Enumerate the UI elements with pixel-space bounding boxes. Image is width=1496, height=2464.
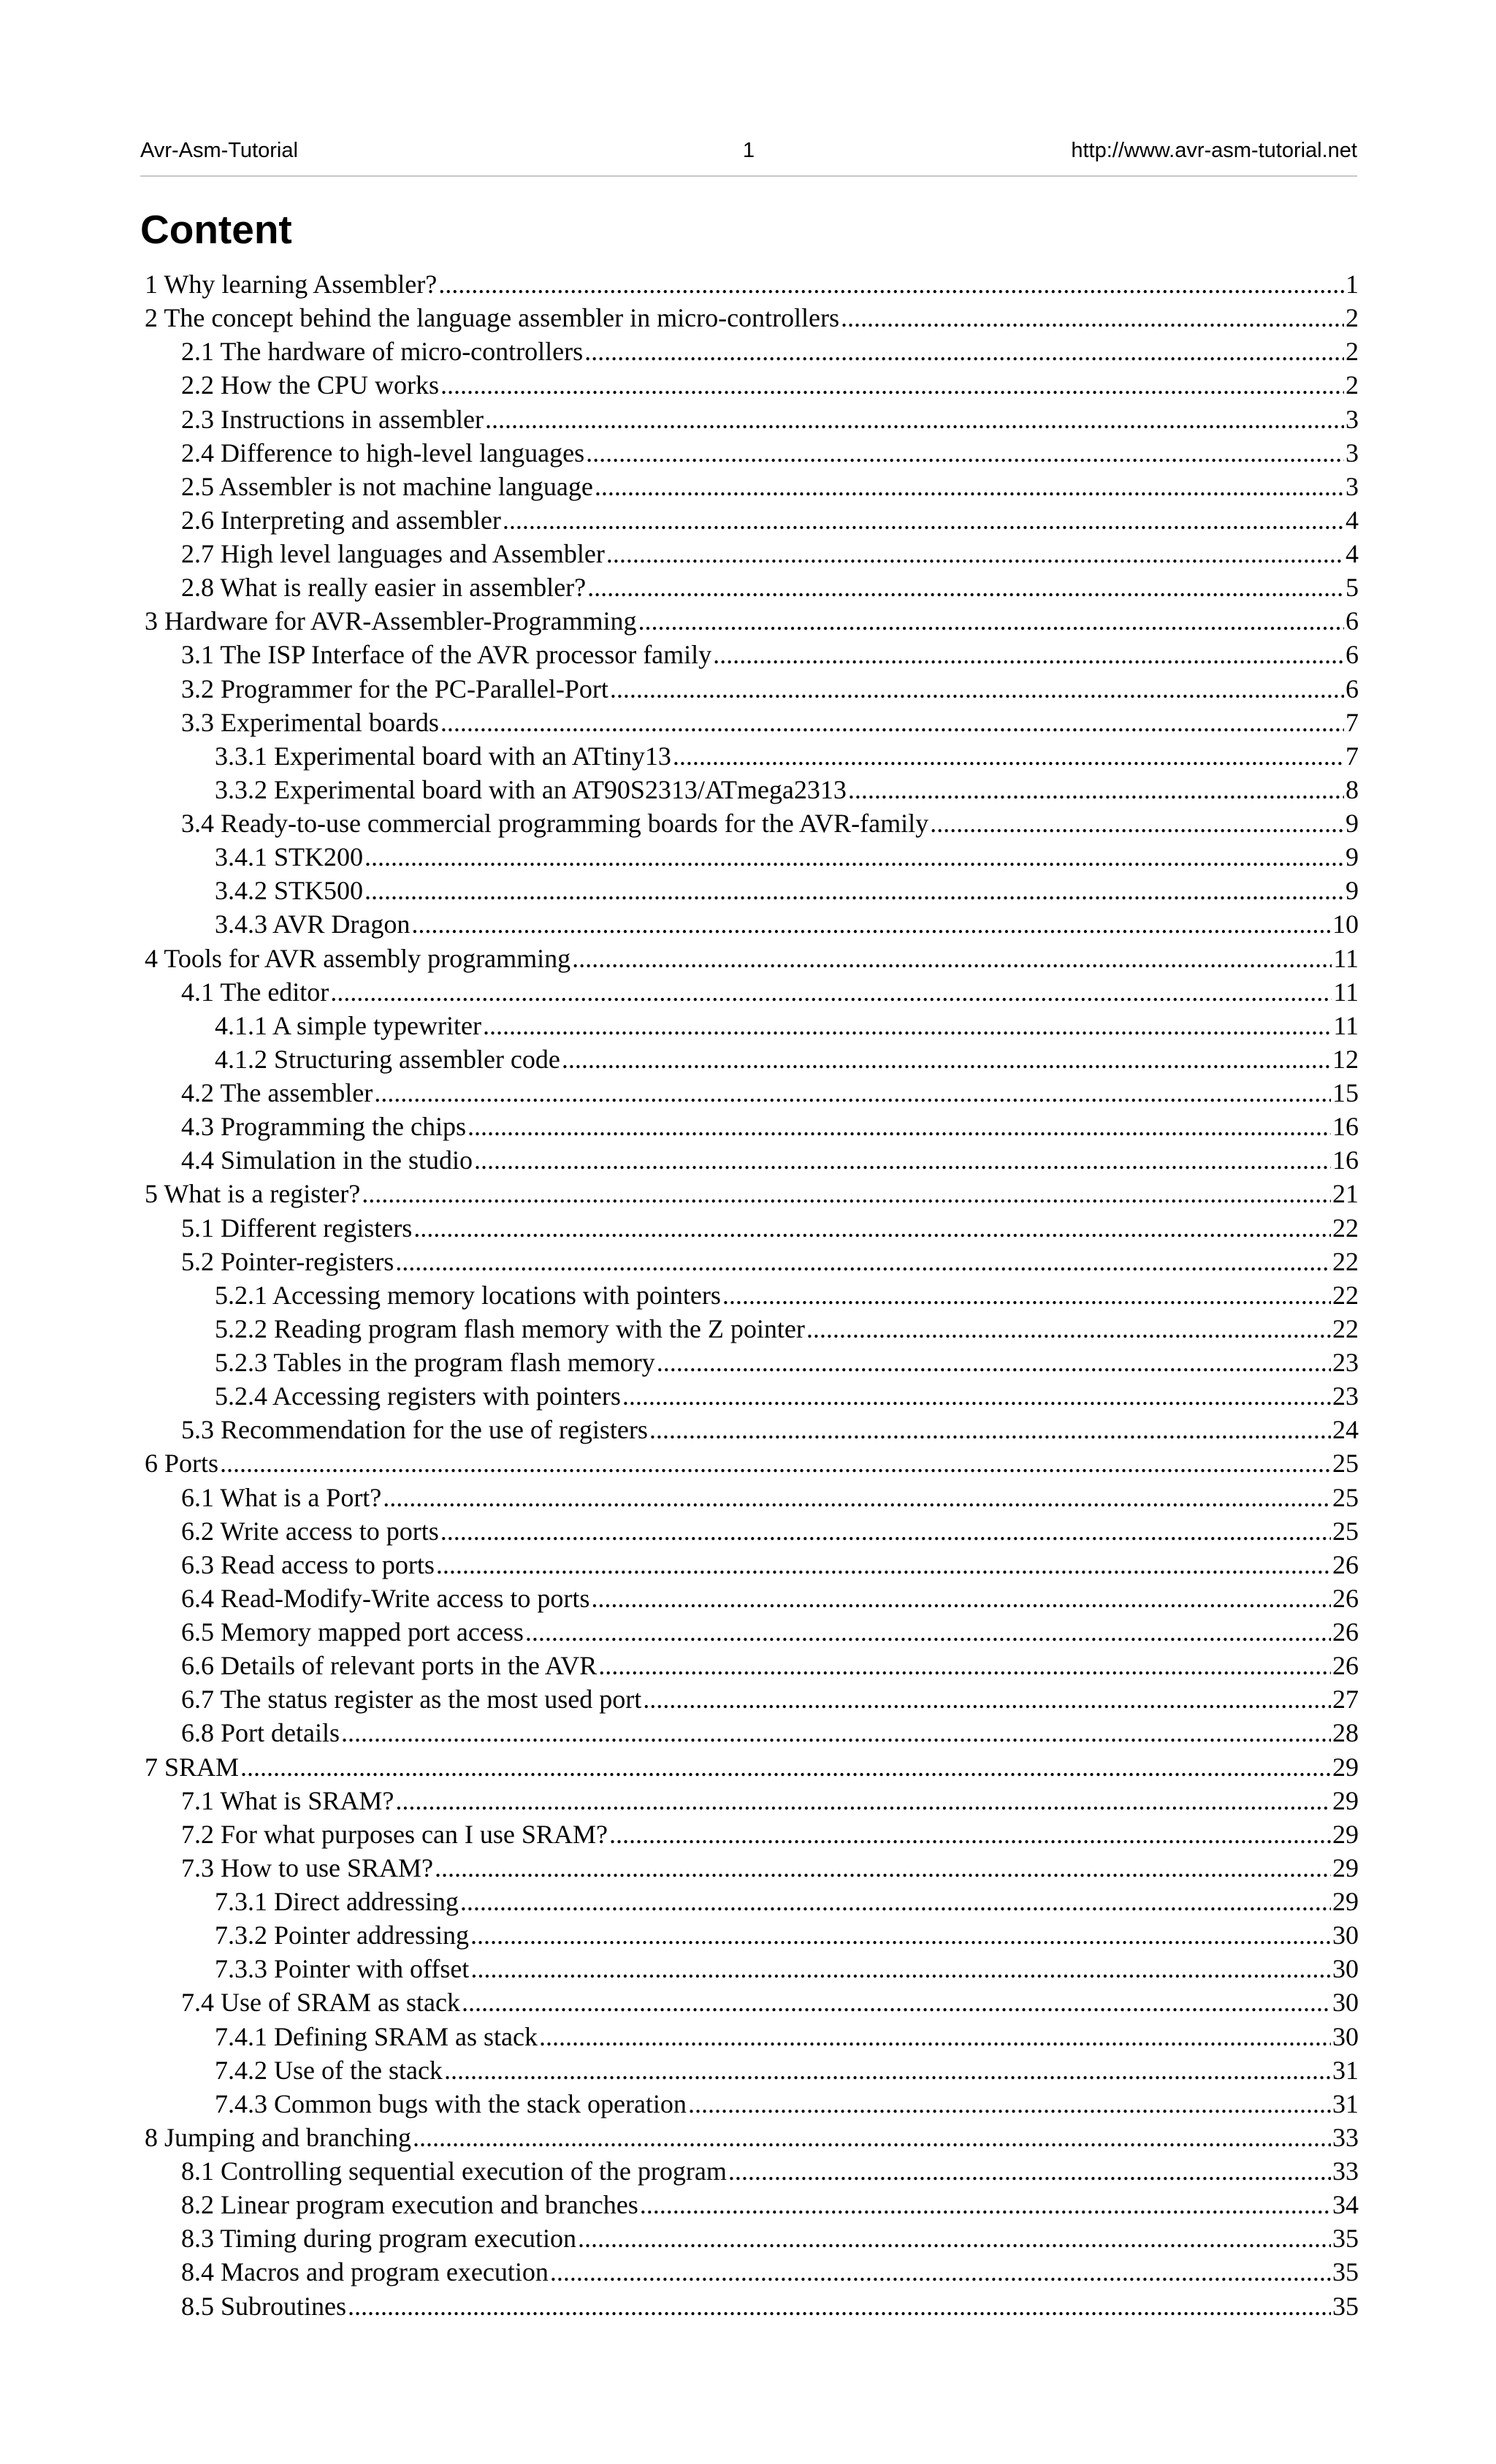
toc-entry[interactable] — [145, 1716, 1359, 1750]
page-header — [140, 136, 1357, 177]
toc-entry-title: 5 What is a register? — [145, 1179, 361, 1209]
toc-entry[interactable] — [145, 1076, 1359, 1110]
toc-entry[interactable] — [145, 1481, 1359, 1514]
toc-entry-page-number: 6 — [1346, 606, 1359, 636]
toc-entry[interactable] — [145, 2255, 1359, 2289]
toc-dot-leader — [595, 471, 1344, 502]
toc-entry-title: 7.3.3 Pointer with offset — [215, 1954, 470, 1984]
toc-dot-leader — [485, 404, 1344, 435]
toc-dot-leader — [460, 1886, 1331, 1917]
toc-entry-page-number: 29 — [1332, 1785, 1359, 1815]
toc-entry-page-number: 8 — [1346, 774, 1359, 804]
toc-entry-page-number: 2 — [1346, 303, 1359, 333]
toc-dot-leader — [365, 842, 1344, 872]
toc-entry[interactable] — [145, 806, 1359, 840]
toc-entry-title: 3.1 The ISP Interface of the AVR processor family — [181, 640, 712, 670]
toc-dot-leader — [638, 606, 1344, 636]
toc-entry-title: 5.2.3 Tables in the program flash memory — [215, 1348, 655, 1378]
toc-entry-page-number: 11 — [1333, 1010, 1359, 1040]
toc-entry[interactable] — [145, 368, 1359, 402]
toc-entry[interactable] — [145, 604, 1359, 638]
toc-entry-page-number: 33 — [1332, 2122, 1359, 2152]
toc-entry-page-number: 35 — [1332, 2257, 1359, 2287]
toc-entry-page-number: 4 — [1346, 539, 1359, 569]
toc-entry-title: 7.3 How to use SRAM? — [181, 1853, 434, 1883]
toc-entry-page-number: 9 — [1346, 809, 1359, 839]
toc-entry-title: 2.7 High level languages and Assembler — [181, 539, 605, 569]
toc-entry[interactable] — [145, 1143, 1359, 1177]
toc-entry[interactable] — [145, 1918, 1359, 1952]
toc-entry[interactable] — [145, 1312, 1359, 1346]
toc-entry[interactable] — [145, 2087, 1359, 2121]
toc-dot-leader — [440, 370, 1344, 400]
toc-entry[interactable] — [145, 1548, 1359, 1582]
toc-dot-leader — [220, 1448, 1331, 1479]
toc-dot-leader — [440, 707, 1344, 738]
toc-entry-title: 5.3 Recommendation for the use of registers — [181, 1415, 648, 1445]
toc-entry[interactable] — [145, 1514, 1359, 1548]
toc-entry-title: 3 Hardware for AVR-Assembler-Programming — [145, 606, 637, 636]
toc-entry-title: 2.1 The hardware of micro-controllers — [181, 337, 584, 367]
toc-entry-page-number: 29 — [1332, 1853, 1359, 1883]
toc-dot-leader — [606, 538, 1344, 569]
toc-dot-leader — [572, 943, 1332, 974]
toc-entry-title: 3.4 Ready-to-use commercial programming boards for the AVR-family — [181, 809, 929, 839]
toc-entry-title: 1 Why learning Assembler? — [145, 270, 438, 300]
toc-entry-title: 5.1 Different registers — [181, 1213, 413, 1243]
toc-dot-leader — [440, 1516, 1331, 1546]
toc-entry[interactable] — [145, 571, 1359, 604]
toc-entry-page-number: 25 — [1332, 1516, 1359, 1546]
toc-entry-title: 3.3 Experimental boards — [181, 707, 439, 737]
toc-entry[interactable] — [145, 840, 1359, 874]
toc-entry[interactable] — [145, 503, 1359, 537]
toc-entry[interactable] — [145, 1177, 1359, 1210]
toc-dot-leader — [649, 1414, 1331, 1445]
toc-entry-title: 7.3.2 Pointer addressing — [215, 1921, 469, 1950]
toc-entry-title: 7.1 What is SRAM? — [181, 1785, 394, 1815]
toc-entry-page-number: 31 — [1332, 2055, 1359, 2085]
toc-entry-title: 3.3.2 Experimental board with an AT90S2313/ATmega2313 — [215, 774, 847, 804]
toc-entry-page-number: 9 — [1346, 842, 1359, 872]
toc-dot-leader — [841, 302, 1344, 333]
toc-entry-title: 4.1.1 A simple typewriter — [215, 1010, 481, 1040]
toc-dot-leader — [713, 639, 1344, 670]
toc-entry-page-number: 2 — [1346, 337, 1359, 367]
toc-entry-title: 2 The concept behind the language assembler in micro-controllers — [145, 303, 840, 333]
toc-entry[interactable] — [145, 1615, 1359, 1649]
toc-entry-page-number: 3 — [1346, 438, 1359, 468]
toc-entry-page-number: 23 — [1332, 1348, 1359, 1378]
toc-entry[interactable] — [145, 1750, 1359, 1784]
toc-entry-page-number: 6 — [1346, 640, 1359, 670]
toc-dot-leader — [525, 1617, 1331, 1647]
toc-entry-page-number: 26 — [1332, 1651, 1359, 1681]
toc-entry-title: 3.4.2 STK500 — [215, 876, 364, 906]
toc-entry-page-number: 31 — [1332, 2089, 1359, 2118]
toc-entry-page-number: 22 — [1332, 1280, 1359, 1310]
toc-dot-leader — [610, 674, 1344, 704]
toc-entry-page-number: 10 — [1332, 909, 1359, 939]
toc-entry-title: 7.2 For what purposes can I use SRAM? — [181, 1819, 608, 1849]
header-url: http://www.avr-asm-tutorial.net — [1071, 139, 1357, 162]
toc-entry-title: 8.3 Timing during program execution — [181, 2224, 576, 2254]
toc-entry-title: 7.4 Use of SRAM as stack — [181, 1988, 460, 2018]
toc-dot-leader — [436, 1549, 1331, 1580]
toc-entry[interactable] — [145, 1682, 1359, 1716]
toc-dot-leader — [562, 1044, 1331, 1075]
toc-entry-title: 3.2 Programmer for the PC-Parallel-Port — [181, 674, 608, 703]
toc-entry-page-number: 26 — [1332, 1617, 1359, 1647]
toc-entry[interactable] — [145, 1245, 1359, 1278]
toc-dot-leader — [411, 909, 1331, 939]
toc-dot-leader — [395, 1246, 1331, 1277]
toc-entry-page-number: 22 — [1332, 1313, 1359, 1343]
toc-entry[interactable] — [145, 874, 1359, 907]
toc-entry-title: 7.4.2 Use of the stack — [215, 2055, 443, 2085]
toc-entry-title: 6.5 Memory mapped port access — [181, 1617, 524, 1647]
toc-entry[interactable] — [145, 706, 1359, 739]
toc-dot-leader — [640, 2189, 1331, 2220]
toc-dot-leader — [462, 1987, 1331, 2018]
toc-entry-page-number: 5 — [1346, 573, 1359, 603]
toc-entry-title: 7.3.1 Direct addressing — [215, 1887, 459, 1917]
toc-entry[interactable] — [145, 1582, 1359, 1615]
toc-entry-title: 4.3 Programming the chips — [181, 1112, 466, 1142]
toc-entry[interactable] — [145, 1885, 1359, 1918]
toc-entry-title: 6.6 Details of relevant ports in the AVR — [181, 1651, 598, 1681]
toc-entry-page-number: 6 — [1346, 674, 1359, 703]
toc-entry-title: 5.2.2 Reading program flash memory with the Z pointer — [215, 1313, 805, 1343]
toc-entry-title: 4.4 Simulation in the studio — [181, 1145, 473, 1175]
toc-entry[interactable] — [145, 1042, 1359, 1076]
toc-dot-leader — [330, 977, 1332, 1007]
toc-entry[interactable] — [145, 403, 1359, 436]
toc-dot-leader — [365, 875, 1344, 906]
toc-dot-leader — [848, 774, 1344, 805]
toc-dot-leader — [413, 1213, 1331, 1243]
toc-dot-leader — [438, 269, 1344, 300]
toc-entry-title: 5.2 Pointer-registers — [181, 1246, 394, 1276]
toc-dot-leader — [474, 1145, 1331, 1175]
toc-entry[interactable] — [145, 907, 1359, 941]
toc-dot-leader — [468, 1111, 1331, 1142]
toc-entry-page-number: 11 — [1333, 977, 1359, 1007]
toc-entry-title: 6.1 What is a Port? — [181, 1482, 382, 1512]
toc-entry-title: 2.5 Assembler is not machine language — [181, 471, 593, 501]
toc-dot-leader — [930, 808, 1344, 839]
toc-entry-title: 3.4.1 STK200 — [215, 842, 364, 872]
toc-entry-page-number: 24 — [1332, 1415, 1359, 1445]
toc-entry-title: 2.4 Difference to high-level languages — [181, 438, 585, 468]
toc-entry-title: 6 Ports — [145, 1449, 219, 1479]
toc-entry-title: 2.6 Interpreting and assembler — [181, 505, 501, 535]
toc-dot-leader — [586, 438, 1344, 468]
toc-entry-title: 2.8 What is really easier in assembler? — [181, 573, 587, 603]
toc-entry-page-number: 22 — [1332, 1246, 1359, 1276]
toc-entry-page-number: 7 — [1346, 707, 1359, 737]
toc-entry-title: 3.3.1 Experimental board with an ATtiny13 — [215, 741, 671, 771]
toc-entry[interactable] — [145, 2154, 1359, 2188]
toc-dot-leader — [578, 2223, 1331, 2254]
toc-dot-leader — [587, 572, 1344, 603]
toc-entry-page-number: 26 — [1332, 1549, 1359, 1579]
toc-entry-page-number: 25 — [1332, 1482, 1359, 1512]
toc-entry[interactable] — [145, 335, 1359, 368]
toc-entry-title: 5.2.4 Accessing registers with pointers — [215, 1381, 621, 1411]
toc-entry-page-number: 3 — [1346, 471, 1359, 501]
toc-entry-page-number: 26 — [1332, 1583, 1359, 1613]
header-title: Avr-Asm-Tutorial — [140, 139, 298, 162]
toc-entry-title: 7.4.3 Common bugs with the stack operation — [215, 2089, 687, 2118]
toc-entry-title: 4.1.2 Structuring assembler code — [215, 1044, 560, 1074]
toc-dot-leader — [395, 1785, 1331, 1816]
toc-entry[interactable] — [145, 470, 1359, 503]
toc-entry[interactable] — [145, 1110, 1359, 1143]
toc-entry[interactable] — [145, 1851, 1359, 1885]
table-of-contents — [145, 267, 1359, 2323]
toc-dot-leader — [435, 1853, 1331, 1883]
toc-entry-page-number: 3 — [1346, 404, 1359, 434]
toc-entry[interactable] — [145, 975, 1359, 1009]
toc-dot-leader — [362, 1178, 1331, 1209]
toc-dot-leader — [688, 2089, 1331, 2119]
toc-entry-page-number: 16 — [1332, 1145, 1359, 1175]
toc-entry[interactable] — [145, 1649, 1359, 1682]
toc-dot-leader — [348, 2291, 1331, 2322]
toc-entry-title: 6.3 Read access to ports — [181, 1549, 435, 1579]
toc-entry[interactable] — [145, 1009, 1359, 1042]
toc-entry[interactable] — [145, 2121, 1359, 2154]
toc-entry[interactable] — [145, 1986, 1359, 2019]
toc-dot-leader — [341, 1717, 1331, 1748]
toc-dot-leader — [539, 2021, 1331, 2052]
toc-entry-title: 4 Tools for AVR assembly programming — [145, 943, 571, 973]
toc-entry-title: 6.4 Read-Modify-Write access to ports — [181, 1583, 590, 1613]
toc-entry-page-number: 22 — [1332, 1213, 1359, 1243]
toc-entry[interactable] — [145, 267, 1359, 301]
toc-entry-title: 6.2 Write access to ports — [181, 1516, 439, 1546]
toc-entry-page-number: 29 — [1332, 1752, 1359, 1782]
toc-entry[interactable] — [145, 773, 1359, 806]
toc-entry-title: 6.8 Port details — [181, 1718, 340, 1748]
toc-entry[interactable] — [145, 1379, 1359, 1413]
toc-entry-page-number: 30 — [1332, 1921, 1359, 1950]
page-title: Content — [140, 207, 292, 252]
toc-entry-page-number: 29 — [1332, 1819, 1359, 1849]
toc-dot-leader — [722, 1280, 1331, 1311]
toc-entry-title: 8.1 Controlling sequential execution of the program — [181, 2156, 727, 2186]
toc-entry-title: 4.2 The assembler — [181, 1078, 373, 1108]
toc-entry[interactable] — [145, 942, 1359, 975]
toc-entry-title: 7 SRAM — [145, 1752, 240, 1782]
toc-entry-page-number: 23 — [1332, 1381, 1359, 1411]
toc-entry[interactable] — [145, 2188, 1359, 2221]
toc-dot-leader — [470, 1920, 1331, 1950]
toc-entry-page-number: 15 — [1332, 1078, 1359, 1108]
toc-entry-page-number: 34 — [1332, 2190, 1359, 2220]
toc-entry-title: 5.2.1 Accessing memory locations with pointers — [215, 1280, 721, 1310]
toc-dot-leader — [483, 1010, 1332, 1041]
toc-entry-page-number: 11 — [1333, 943, 1359, 973]
toc-entry-page-number: 12 — [1332, 1044, 1359, 1074]
header-page-number: 1 — [742, 139, 755, 162]
toc-entry[interactable] — [145, 1278, 1359, 1312]
toc-entry-page-number: 30 — [1332, 2021, 1359, 2051]
toc-entry[interactable] — [145, 1413, 1359, 1446]
toc-dot-leader — [374, 1077, 1331, 1108]
toc-dot-leader — [673, 741, 1344, 771]
toc-dot-leader — [657, 1347, 1331, 1378]
toc-entry-page-number: 9 — [1346, 876, 1359, 906]
toc-entry[interactable] — [145, 301, 1359, 335]
toc-entry[interactable] — [145, 436, 1359, 470]
toc-entry-title: 8.4 Macros and program execution — [181, 2257, 549, 2287]
toc-entry[interactable] — [145, 1211, 1359, 1245]
toc-entry-title: 3.4.3 AVR Dragon — [215, 909, 411, 939]
toc-entry[interactable] — [145, 2053, 1359, 2087]
toc-entry-page-number: 27 — [1332, 1685, 1359, 1714]
toc-entry-title: 4.1 The editor — [181, 977, 329, 1007]
toc-entry[interactable] — [145, 1446, 1359, 1480]
toc-dot-leader — [550, 2257, 1331, 2287]
toc-dot-leader — [444, 2055, 1331, 2086]
toc-dot-leader — [240, 1752, 1331, 1782]
toc-dot-leader — [591, 1583, 1331, 1614]
toc-entry[interactable] — [145, 2020, 1359, 2053]
toc-entry-title: 8.5 Subroutines — [181, 2291, 347, 2321]
toc-entry-page-number: 2 — [1346, 370, 1359, 400]
toc-entry-title: 8.2 Linear program execution and branches — [181, 2190, 638, 2220]
toc-dot-leader — [503, 505, 1344, 535]
toc-entry[interactable] — [145, 672, 1359, 706]
toc-entry-title: 8 Jumping and branching — [145, 2122, 411, 2152]
toc-entry-title: 6.7 The status register as the most used port — [181, 1685, 642, 1714]
toc-entry-title: 2.2 How the CPU works — [181, 370, 440, 400]
toc-entry-page-number: 7 — [1346, 741, 1359, 771]
toc-dot-leader — [470, 1953, 1331, 1984]
toc-entry-page-number: 21 — [1332, 1179, 1359, 1209]
toc-entry-page-number: 30 — [1332, 1954, 1359, 1984]
toc-entry-page-number: 25 — [1332, 1449, 1359, 1479]
toc-dot-leader — [806, 1313, 1331, 1344]
toc-entry-title: 7.4.1 Defining SRAM as stack — [215, 2021, 538, 2051]
toc-dot-leader — [383, 1482, 1331, 1513]
toc-entry[interactable] — [145, 1952, 1359, 1986]
toc-entry-page-number: 4 — [1346, 505, 1359, 535]
toc-entry[interactable] — [145, 537, 1359, 571]
toc-entry-page-number: 30 — [1332, 1988, 1359, 2018]
toc-dot-leader — [413, 2122, 1331, 2153]
toc-entry[interactable] — [145, 2221, 1359, 2255]
toc-entry-page-number: 35 — [1332, 2224, 1359, 2254]
toc-dot-leader — [728, 2156, 1331, 2186]
toc-entry[interactable] — [145, 1818, 1359, 1851]
toc-entry-page-number: 1 — [1346, 270, 1359, 300]
toc-dot-leader — [584, 336, 1344, 367]
toc-entry-page-number: 29 — [1332, 1887, 1359, 1917]
toc-dot-leader — [643, 1684, 1331, 1714]
toc-entry-title: 2.3 Instructions in assembler — [181, 404, 484, 434]
toc-entry-page-number: 28 — [1332, 1718, 1359, 1748]
toc-entry[interactable] — [145, 2289, 1359, 2323]
toc-dot-leader — [609, 1819, 1331, 1850]
toc-entry-page-number: 16 — [1332, 1112, 1359, 1142]
toc-entry[interactable] — [145, 1784, 1359, 1818]
toc-entry-page-number: 35 — [1332, 2291, 1359, 2321]
toc-dot-leader — [598, 1650, 1331, 1681]
toc-entry[interactable] — [145, 739, 1359, 773]
toc-entry-page-number: 33 — [1332, 2156, 1359, 2186]
toc-entry[interactable] — [145, 1346, 1359, 1379]
toc-dot-leader — [622, 1381, 1331, 1411]
toc-entry[interactable] — [145, 638, 1359, 671]
